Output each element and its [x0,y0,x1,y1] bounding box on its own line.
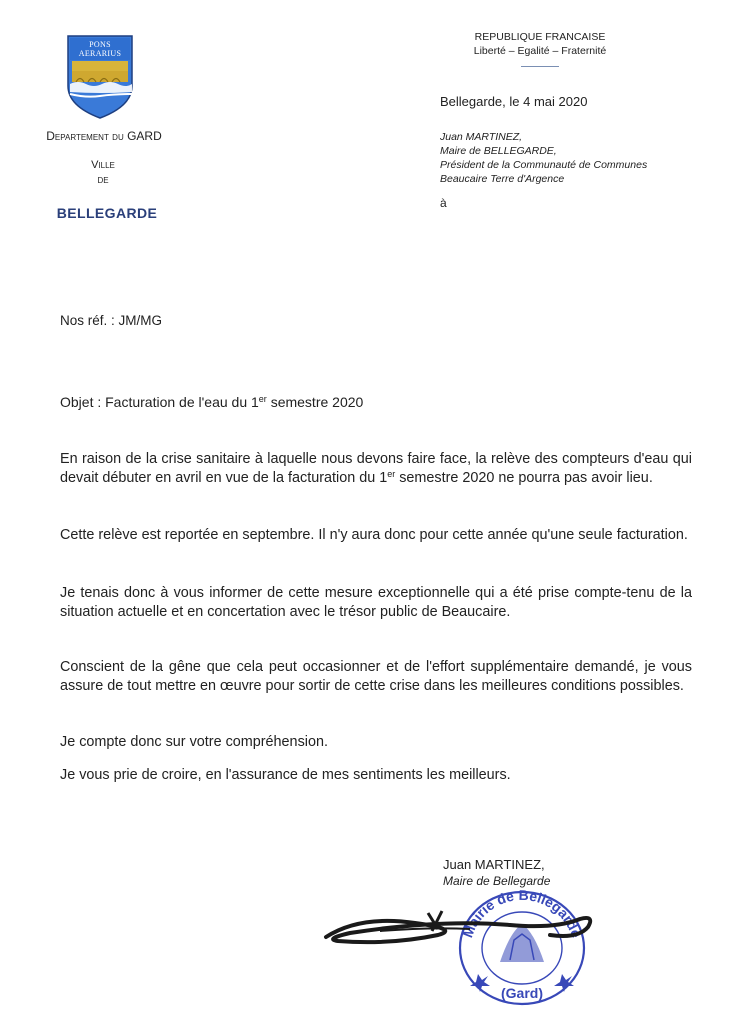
header-divider [521,66,559,67]
sender-line: Président de la Communauté de Communes [440,159,648,171]
reference: Nos réf. : JM/MG [60,313,163,328]
sender-line: Maire de BELLEGARDE, [440,145,557,157]
paragraph-6: Je vous prie de croire, en l'assurance de mes sentiments les meilleurs. [60,767,511,783]
subject-sup: er [258,394,267,404]
paragraph-5: Je compte donc sur votre compréhension. [60,734,328,750]
republique-heading: REPUBLIQUE FRANCAISE [474,31,606,43]
subject-text-end: semestre 2020 [266,394,364,410]
paragraph-1-sup: er [387,469,396,479]
paragraph-4: Conscient de la gêne que cela peut occasionner et de l'effort supplémentaire demandé, je vous assure de tout mettre en œuvre pour sortir de cette crise dans les meilleures conditions possibles. [60,659,692,694]
paragraph-1-text: En raison de la crise sanitaire à laquelle nous devons faire face, la relève des compteurs d'eau qui devait débuter en avril en vue de la facturation du 1 [60,451,692,486]
subject-line [60,394,363,410]
commune-name: BELLEGARDE [56,205,158,221]
handwritten-signature [320,905,600,965]
svg-text:(Gard): (Gard) [501,985,543,1001]
svg-text:Mairie de Bellegarde: Mairie de Bellegarde [459,886,585,940]
sender-line: Beaucaire Terre d'Argence [440,173,565,185]
subject-text: Objet : Facturation de l'eau du 1 [60,394,259,410]
signatory-name: Juan MARTINEZ, [443,857,545,872]
sender-line: Juan MARTINEZ, [440,131,523,143]
paragraph-3: Je tenais donc à vous informer de cette mesure exceptionnelle qui a été prise compte-tenu de la situation actuelle et en concertation avec le trésor public de Beaucaire. [60,585,692,620]
paragraph-1-text-end: semestre 2020 ne pourra pas avoir lieu. [395,470,653,486]
paragraph-2: Cette relève est reportée en septembre. Il n'y aura donc pour cette année qu'une seule facturation. [60,527,688,543]
devise: Liberté – Egalité – Fraternité [473,45,607,57]
paragraph-1 [60,450,692,488]
signatory-title: Maire de Bellegarde [443,874,551,888]
recipient-label: à [440,196,447,210]
place-date: Bellegarde, le 4 mai 2020 [440,94,588,109]
sender-block [440,130,710,186]
coat-of-arms-logo [66,34,134,120]
svg-text:AERARIUS: AERARIUS [78,49,122,58]
de-label: de [97,174,109,186]
ville-label: Ville [91,159,115,171]
departement-label: Departement du GARD [46,129,162,143]
svg-text:PONS: PONS [89,40,111,49]
